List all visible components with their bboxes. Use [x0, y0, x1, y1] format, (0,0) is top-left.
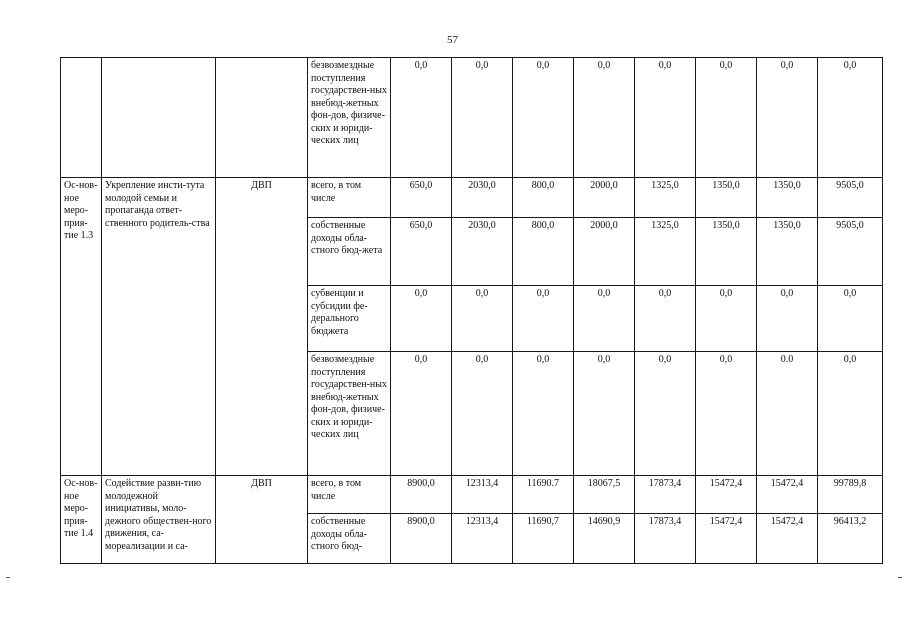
value-cell: 0,0	[635, 286, 696, 352]
value-cell: 96413,2	[818, 514, 883, 564]
value-cell: 11690.7	[513, 476, 574, 514]
value-cell: 0,0	[757, 58, 818, 178]
value-cell: 0,0	[452, 58, 513, 178]
budget-table	[60, 57, 883, 564]
value-cell: 1350,0	[757, 218, 818, 286]
code-cell: ДВП	[216, 476, 308, 564]
value-cell: 9505,0	[818, 218, 883, 286]
measure-title-cell	[102, 58, 216, 178]
value-cell: 2030,0	[452, 218, 513, 286]
scan-edge-mark-left	[6, 577, 10, 578]
value-cell: 0,0	[635, 352, 696, 476]
value-cell: 650,0	[391, 178, 452, 218]
funding-source-cell: всего, в том числе	[308, 476, 391, 514]
value-cell: 0,0	[818, 286, 883, 352]
value-cell: 0,0	[696, 286, 757, 352]
page-number: 57	[447, 34, 458, 46]
value-cell: 9505,0	[818, 178, 883, 218]
table-row	[61, 58, 883, 178]
value-cell: 0,0	[818, 352, 883, 476]
measure-title-cell: Укрепление инсти-тута молодой семьи и пропаганда ответ-ственного родитель-ства	[102, 178, 216, 476]
value-cell: 0,0	[574, 58, 635, 178]
value-cell: 14690,9	[574, 514, 635, 564]
code-cell	[216, 58, 308, 178]
value-cell: 2000,0	[574, 178, 635, 218]
measure-title-cell: Содействие разви-тию молодежной инициативы, моло-дежного обществен-ного движения, са-мореализации и са-	[102, 476, 216, 564]
funding-source-cell: безвозмездные поступления государствен-ных внебюд-жетных фон-дов, физиче-ских и юриди-ческих лиц	[308, 58, 391, 178]
table-row	[61, 476, 883, 514]
value-cell: 18067,5	[574, 476, 635, 514]
funding-source-cell: субвенции и субсидии фе-дерального бюджета	[308, 286, 391, 352]
value-cell: 15472,4	[757, 514, 818, 564]
value-cell: 0,0	[391, 286, 452, 352]
code-cell: ДВП	[216, 178, 308, 476]
value-cell: 2030,0	[452, 178, 513, 218]
value-cell: 0,0	[635, 58, 696, 178]
value-cell: 0,0	[513, 58, 574, 178]
value-cell: 0,0	[391, 352, 452, 476]
value-cell: 0,0	[513, 352, 574, 476]
value-cell: 800,0	[513, 178, 574, 218]
value-cell: 0,0	[574, 352, 635, 476]
value-cell: 1350,0	[696, 178, 757, 218]
value-cell: 8900,0	[391, 514, 452, 564]
funding-source-cell: всего, в том числе	[308, 178, 391, 218]
value-cell: 0,0	[696, 58, 757, 178]
value-cell: 1350,0	[696, 218, 757, 286]
value-cell: 1325,0	[635, 178, 696, 218]
funding-source-cell: собственные доходы обла-стного бюд-	[308, 514, 391, 564]
value-cell: 17873,4	[635, 514, 696, 564]
value-cell: 1325,0	[635, 218, 696, 286]
table-row	[61, 178, 883, 218]
table-body	[61, 58, 883, 564]
value-cell: 0,0	[696, 352, 757, 476]
value-cell: 1350,0	[757, 178, 818, 218]
value-cell: 0,0	[818, 58, 883, 178]
value-cell: 650,0	[391, 218, 452, 286]
value-cell: 12313,4	[452, 514, 513, 564]
value-cell: 2000,0	[574, 218, 635, 286]
value-cell: 15472,4	[757, 476, 818, 514]
measure-label-cell	[61, 58, 102, 178]
value-cell: 0.0	[757, 352, 818, 476]
scan-edge-mark-right	[898, 577, 902, 578]
value-cell: 15472,4	[696, 514, 757, 564]
value-cell: 12313,4	[452, 476, 513, 514]
value-cell: 8900,0	[391, 476, 452, 514]
value-cell: 0,0	[391, 58, 452, 178]
value-cell: 15472,4	[696, 476, 757, 514]
value-cell: 800,0	[513, 218, 574, 286]
value-cell: 0,0	[574, 286, 635, 352]
value-cell: 0,0	[513, 286, 574, 352]
value-cell: 0,0	[452, 352, 513, 476]
value-cell: 99789,8	[818, 476, 883, 514]
measure-label-cell: Ос-нов-ное меро-прия-тие 1.4	[61, 476, 102, 564]
value-cell: 0,0	[757, 286, 818, 352]
funding-source-cell: безвозмездные поступления государствен-ных внебюд-жетных фон-дов, физиче-ских и юриди-ческих лиц	[308, 352, 391, 476]
measure-label-cell: Ос-нов-ное меро-прия-тие 1.3	[61, 178, 102, 476]
value-cell: 11690,7	[513, 514, 574, 564]
funding-source-cell: собственные доходы обла-стного бюд-жета	[308, 218, 391, 286]
value-cell: 0,0	[452, 286, 513, 352]
value-cell: 17873,4	[635, 476, 696, 514]
